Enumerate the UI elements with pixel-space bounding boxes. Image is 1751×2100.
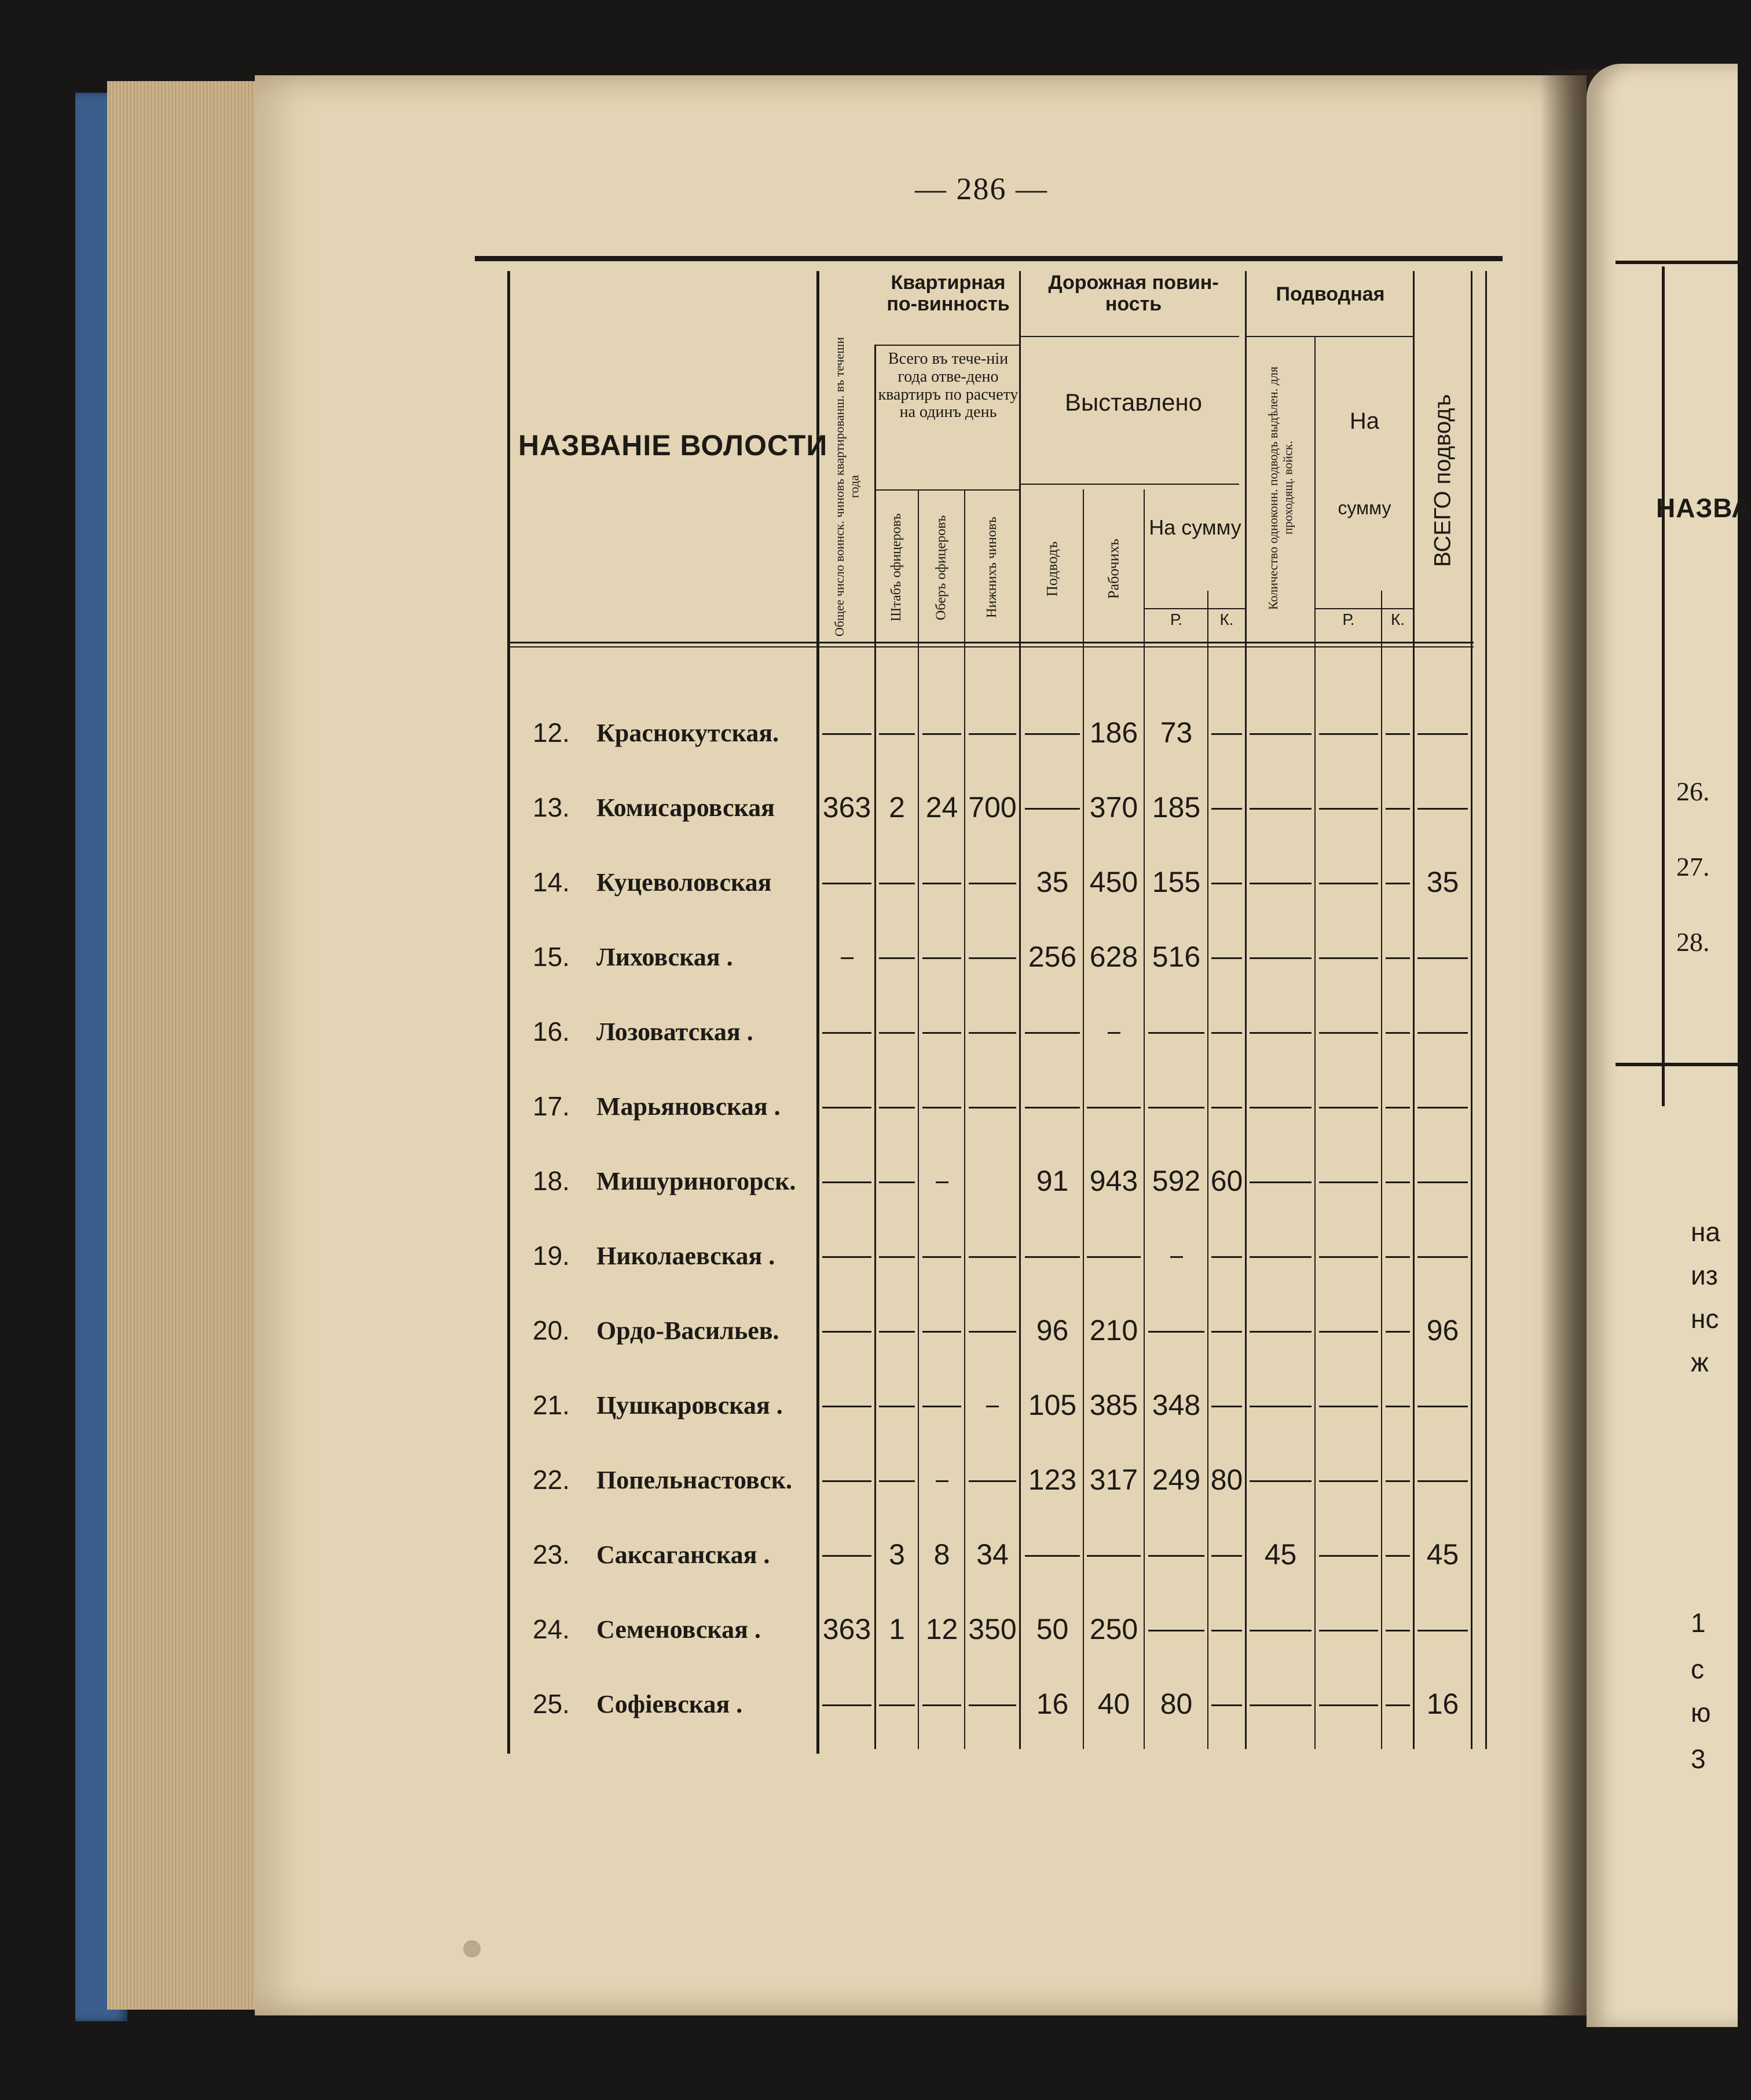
- header-obshchee-chislo: Общее число воинск. чиновъ квартированш. въ течеши года: [832, 336, 862, 636]
- cell-dash: [922, 883, 961, 884]
- table-cell: 516: [1152, 941, 1201, 973]
- table-cell: 34: [976, 1538, 1009, 1571]
- cell-dash: [1250, 1406, 1312, 1407]
- cell-dash: [1211, 1256, 1242, 1258]
- cell-dash: [822, 1480, 871, 1482]
- header-na: На: [1349, 408, 1380, 434]
- cell-dash: [1170, 1256, 1183, 1258]
- group-header-podvodnaya: Подводная: [1276, 283, 1385, 305]
- cell-dash: [822, 733, 871, 735]
- right-page: [1587, 64, 1751, 2027]
- cell-dash: [1417, 957, 1468, 959]
- cell-dash: [1386, 1107, 1410, 1108]
- cell-dash: [822, 1406, 871, 1407]
- row-number: 25.: [533, 1689, 570, 1719]
- right-text-fragment: 3: [1691, 1744, 1706, 1774]
- header-vsego-v-techenii: Всего въ тече-ніи года отве-дено квартиръ по расчету на одинъ день: [878, 350, 1019, 422]
- cell-dash: [822, 1107, 871, 1108]
- cell-dash: [1250, 808, 1312, 810]
- cell-dash: [1319, 957, 1378, 959]
- cell-dash: [1148, 1630, 1204, 1631]
- row-name: Семеновская .: [596, 1615, 761, 1644]
- table-left-border: [507, 271, 510, 1754]
- cell-dash: [1211, 957, 1242, 959]
- cell-dash: [879, 1704, 915, 1706]
- table-top-rule: [475, 256, 1503, 261]
- cell-dash: [969, 1107, 1016, 1108]
- cell-dash: [1386, 1032, 1410, 1034]
- table-cell: 16: [1036, 1688, 1069, 1720]
- cell-dash: [986, 1406, 999, 1407]
- header-bottom-rule-2: [510, 646, 1474, 647]
- row-name: Мишуриногорск.: [596, 1167, 796, 1195]
- cell-dash: [969, 1032, 1016, 1034]
- cell-dash: [1417, 808, 1468, 810]
- header-rub: Р.: [1170, 610, 1183, 628]
- table-cell: 249: [1152, 1464, 1201, 1496]
- cell-dash: [922, 1107, 961, 1108]
- cell-dash: [1025, 1555, 1080, 1557]
- row-name: Лозоватская .: [596, 1018, 753, 1046]
- cell-dash: [969, 1256, 1016, 1258]
- column-rule: [1083, 489, 1084, 1749]
- table-cell: 80: [1210, 1464, 1243, 1496]
- cell-dash: [1319, 808, 1378, 810]
- cell-dash: [841, 957, 853, 959]
- right-text-fragment: с: [1691, 1654, 1704, 1684]
- cell-dash: [1025, 808, 1080, 810]
- cell-dash: [1319, 1107, 1378, 1108]
- row-number: 18.: [533, 1166, 570, 1196]
- column-title-name: НАЗВАНІЕ ВОЛОСТИ: [518, 429, 828, 462]
- row-number: 16.: [533, 1016, 570, 1047]
- table-cell: 155: [1152, 866, 1201, 898]
- row-number: 22.: [533, 1465, 570, 1495]
- right-row-num: 27.: [1676, 852, 1710, 881]
- row-number: 20.: [533, 1315, 570, 1345]
- cell-dash: [1386, 1704, 1410, 1706]
- cell-dash: [1417, 1181, 1468, 1183]
- cell-dash: [879, 1181, 915, 1183]
- cell-dash: [1319, 1406, 1378, 1407]
- header-rule: [1019, 336, 1239, 337]
- cell-dash: [1417, 1406, 1468, 1407]
- column-rule: [1381, 591, 1382, 1749]
- table-cell: 363: [822, 1613, 871, 1645]
- cell-dash: [1386, 1630, 1410, 1631]
- header-rabochikh: Рабочихъ: [1105, 539, 1122, 599]
- header-kop: К.: [1219, 610, 1234, 628]
- table-cell: 943: [1089, 1165, 1138, 1197]
- cell-dash: [879, 1406, 915, 1407]
- right-row-num: 26.: [1676, 777, 1710, 806]
- cell-dash: [1025, 1256, 1080, 1258]
- header-kop-pv: К.: [1390, 610, 1405, 628]
- row-number: 17.: [533, 1091, 570, 1121]
- column-rule: [1314, 336, 1316, 1749]
- cell-dash: [1319, 1256, 1378, 1258]
- header-rule: [1144, 608, 1245, 609]
- table-cell: 185: [1152, 791, 1201, 824]
- cell-dash: [1417, 1032, 1468, 1034]
- header-ober-ofitserov: Оберъ офицеровъ: [933, 515, 949, 620]
- header-shtab-ofitserov: Штабъ офицеровъ: [889, 513, 904, 622]
- cell-dash: [879, 1331, 915, 1333]
- cell-dash: [969, 1480, 1016, 1482]
- table-cell: 96: [1426, 1314, 1459, 1347]
- table-cell: 16: [1426, 1688, 1459, 1720]
- cell-dash: [1319, 883, 1378, 884]
- cell-dash: [822, 1032, 871, 1034]
- cell-dash: [1250, 1630, 1312, 1631]
- table-cell: 8: [933, 1538, 950, 1571]
- cell-dash: [1386, 1480, 1410, 1482]
- column-rule: [918, 489, 919, 1749]
- right-heading: НАЗВА: [1656, 493, 1751, 523]
- paper-spot: [463, 1940, 481, 1958]
- cell-dash: [1211, 1630, 1242, 1631]
- row-number: 21.: [533, 1390, 570, 1420]
- cell-dash: [1417, 1480, 1468, 1482]
- header-nizhnikh-chinov: Нижнихъ чиновъ: [984, 517, 1000, 619]
- right-text-fragment: нс: [1691, 1304, 1719, 1334]
- table-cell: 186: [1089, 716, 1138, 749]
- cell-dash: [1108, 1032, 1120, 1034]
- cell-dash: [1148, 1331, 1204, 1333]
- header-rub-pv: Р.: [1342, 610, 1355, 628]
- cell-dash: [922, 1331, 961, 1333]
- cell-dash: [1250, 1107, 1312, 1108]
- right-text-fragment: ю: [1691, 1697, 1711, 1728]
- cell-dash: [1211, 1704, 1242, 1706]
- header-bottom-rule: [510, 642, 1474, 643]
- cell-dash: [822, 1555, 871, 1557]
- right-bottom-rule: [1616, 1063, 1743, 1066]
- cell-dash: [922, 1256, 961, 1258]
- cell-dash: [969, 1331, 1016, 1333]
- cell-dash: [1250, 1032, 1312, 1034]
- row-name: Ордо-Васильев.: [596, 1316, 779, 1345]
- cell-dash: [1386, 883, 1410, 884]
- table-cell: 348: [1152, 1389, 1201, 1421]
- right-text-fragment: на: [1691, 1217, 1720, 1247]
- table-cell: 50: [1036, 1613, 1069, 1645]
- cell-dash: [1417, 733, 1468, 735]
- table-cell: 96: [1036, 1314, 1069, 1347]
- cell-dash: [879, 883, 915, 884]
- column-rule: [1144, 489, 1145, 1749]
- cell-dash: [1386, 1256, 1410, 1258]
- right-text-fragment: из: [1691, 1260, 1718, 1290]
- row-name: Саксаганская .: [596, 1541, 770, 1569]
- row-name: Лиховская .: [596, 943, 733, 971]
- cell-dash: [1417, 1630, 1468, 1631]
- table-cell: 250: [1089, 1613, 1138, 1645]
- table-cell: 350: [968, 1613, 1017, 1645]
- cell-dash: [1250, 883, 1312, 884]
- cell-dash: [922, 1704, 961, 1706]
- right-vertical-rule: [1662, 266, 1665, 1106]
- table-cell: 363: [822, 791, 871, 824]
- cell-dash: [1087, 1555, 1141, 1557]
- header-rule: [874, 345, 1019, 346]
- cell-dash: [1211, 733, 1242, 735]
- cell-dash: [969, 1704, 1016, 1706]
- header-kolichestvo: Количество одноконн. подводъ выдѣлен. для проходящ. войск.: [1266, 366, 1295, 610]
- cell-dash: [879, 1107, 915, 1108]
- cell-dash: [879, 1480, 915, 1482]
- cell-dash: [1250, 1704, 1312, 1706]
- table-cell: 91: [1036, 1165, 1069, 1197]
- group-header-dorozhnaya: Дорожная повин-ность: [1048, 272, 1219, 316]
- table-cell: 24: [925, 791, 958, 824]
- cell-dash: [879, 733, 915, 735]
- cell-dash: [1386, 1181, 1410, 1183]
- table-cell: 3: [889, 1538, 905, 1571]
- cell-dash: [1319, 1704, 1378, 1706]
- cell-dash: [1386, 808, 1410, 810]
- table-cell: 60: [1210, 1165, 1243, 1197]
- cell-dash: [1148, 1032, 1204, 1034]
- cell-dash: [1319, 1032, 1378, 1034]
- cell-dash: [1025, 1032, 1080, 1034]
- table-cell: 210: [1089, 1314, 1138, 1347]
- table-cell: 35: [1036, 866, 1069, 898]
- table-cell: 12: [925, 1613, 958, 1645]
- row-name: Марьяновская .: [596, 1092, 781, 1121]
- cell-dash: [822, 1256, 871, 1258]
- cell-dash: [1211, 1406, 1242, 1407]
- cell-dash: [922, 733, 961, 735]
- cell-dash: [879, 1256, 915, 1258]
- row-name: Куцеволовская: [596, 868, 772, 897]
- right-top-rule: [1616, 261, 1743, 264]
- cell-dash: [822, 1704, 871, 1706]
- header-rule: [1314, 608, 1413, 609]
- cell-dash: [1025, 1107, 1080, 1108]
- table-cell: 2: [889, 791, 905, 824]
- right-row-num: 28.: [1676, 927, 1710, 957]
- row-name: Цушкаровская .: [596, 1391, 783, 1419]
- cell-dash: [1250, 733, 1312, 735]
- table-cell: 123: [1028, 1464, 1077, 1496]
- cell-dash: [1319, 1331, 1378, 1333]
- table-cell: 45: [1264, 1538, 1297, 1571]
- table-cell: 40: [1097, 1688, 1130, 1720]
- cell-dash: [1250, 1480, 1312, 1482]
- row-number: 14.: [533, 867, 570, 897]
- table-cell: 73: [1160, 716, 1193, 749]
- cell-dash: [879, 1032, 915, 1034]
- row-name: Софіевская .: [596, 1690, 743, 1718]
- group-header-kvartirnaya: Квартирная по-винность: [887, 272, 1010, 316]
- row-name: Краснокутская.: [596, 719, 779, 747]
- header-vsego-podvod: ВСЕГО подводъ: [1430, 394, 1456, 568]
- cell-dash: [1386, 1555, 1410, 1557]
- table-cell: 628: [1089, 941, 1138, 973]
- cell-dash: [1250, 1256, 1312, 1258]
- page-number: — 286 —: [915, 171, 1048, 206]
- cell-dash: [1211, 1032, 1242, 1034]
- table-cell: 1: [889, 1613, 905, 1645]
- row-name: Попельнастовск.: [596, 1466, 793, 1494]
- right-text-fragment: 1: [1691, 1608, 1706, 1638]
- column-rule: [964, 489, 965, 1749]
- cell-dash: [879, 957, 915, 959]
- header-rule: [1019, 484, 1239, 485]
- cell-dash: [936, 1181, 948, 1183]
- row-name: Комисаровская: [596, 793, 775, 822]
- row-number: 19.: [533, 1241, 570, 1271]
- table-right-rule-2: [1485, 271, 1487, 1749]
- cell-dash: [1087, 1107, 1141, 1108]
- cell-dash: [922, 1032, 961, 1034]
- row-number: 12.: [533, 718, 570, 748]
- table-cell: 80: [1160, 1688, 1193, 1720]
- header-na-summu: На сумму: [1149, 515, 1241, 539]
- row-number: 15.: [533, 942, 570, 972]
- header-rule: [1245, 336, 1413, 337]
- cell-dash: [1386, 957, 1410, 959]
- cell-dash: [1148, 1107, 1204, 1108]
- cell-dash: [1211, 883, 1242, 884]
- header-podvod: Подводъ: [1043, 541, 1061, 597]
- cell-dash: [1211, 808, 1242, 810]
- table-cell: 700: [968, 791, 1017, 824]
- row-number: 13.: [533, 792, 570, 822]
- header-summu: сумму: [1338, 497, 1391, 518]
- cell-dash: [922, 957, 961, 959]
- cell-dash: [1250, 957, 1312, 959]
- table-cell: 450: [1089, 866, 1138, 898]
- cell-dash: [1319, 1630, 1378, 1631]
- cell-dash: [1250, 1331, 1312, 1333]
- cell-dash: [969, 733, 1016, 735]
- cell-dash: [1211, 1331, 1242, 1333]
- cell-dash: [1319, 1181, 1378, 1183]
- cell-dash: [1319, 733, 1378, 735]
- table-cell: 385: [1089, 1389, 1138, 1421]
- cell-dash: [1386, 1406, 1410, 1407]
- cell-dash: [1211, 1107, 1242, 1108]
- right-text-fragment: ж: [1691, 1347, 1709, 1377]
- cell-dash: [822, 1181, 871, 1183]
- table-cell: 256: [1028, 941, 1077, 973]
- cell-dash: [1025, 733, 1080, 735]
- cell-dash: [1319, 1480, 1378, 1482]
- row-number: 24.: [533, 1614, 570, 1644]
- cell-dash: [1417, 1256, 1468, 1258]
- table-right-rule: [1471, 271, 1472, 1749]
- row-number: 23.: [533, 1539, 570, 1569]
- cell-dash: [1386, 1331, 1410, 1333]
- cell-dash: [1250, 1181, 1312, 1183]
- cell-dash: [969, 957, 1016, 959]
- table-cell: 35: [1426, 866, 1459, 898]
- table-cell: 105: [1028, 1389, 1077, 1421]
- table-cell: 370: [1089, 791, 1138, 824]
- cell-dash: [1386, 733, 1410, 735]
- cell-dash: [1417, 1107, 1468, 1108]
- table-cell: 592: [1152, 1165, 1201, 1197]
- table-cell: 317: [1089, 1464, 1138, 1496]
- table-cell: 45: [1426, 1538, 1459, 1571]
- cell-dash: [936, 1480, 948, 1482]
- cell-dash: [1148, 1555, 1204, 1557]
- header-rule: [874, 489, 1019, 491]
- row-name: Николаевская .: [596, 1242, 775, 1270]
- cell-dash: [969, 883, 1016, 884]
- cell-dash: [822, 1331, 871, 1333]
- cell-dash: [1319, 1555, 1378, 1557]
- cell-dash: [822, 883, 871, 884]
- cell-dash: [1211, 1555, 1242, 1557]
- cell-dash: [1087, 1256, 1141, 1258]
- column-rule: [1019, 271, 1021, 1749]
- header-vystavleno: Выставлено: [1064, 389, 1203, 416]
- cell-dash: [922, 1406, 961, 1407]
